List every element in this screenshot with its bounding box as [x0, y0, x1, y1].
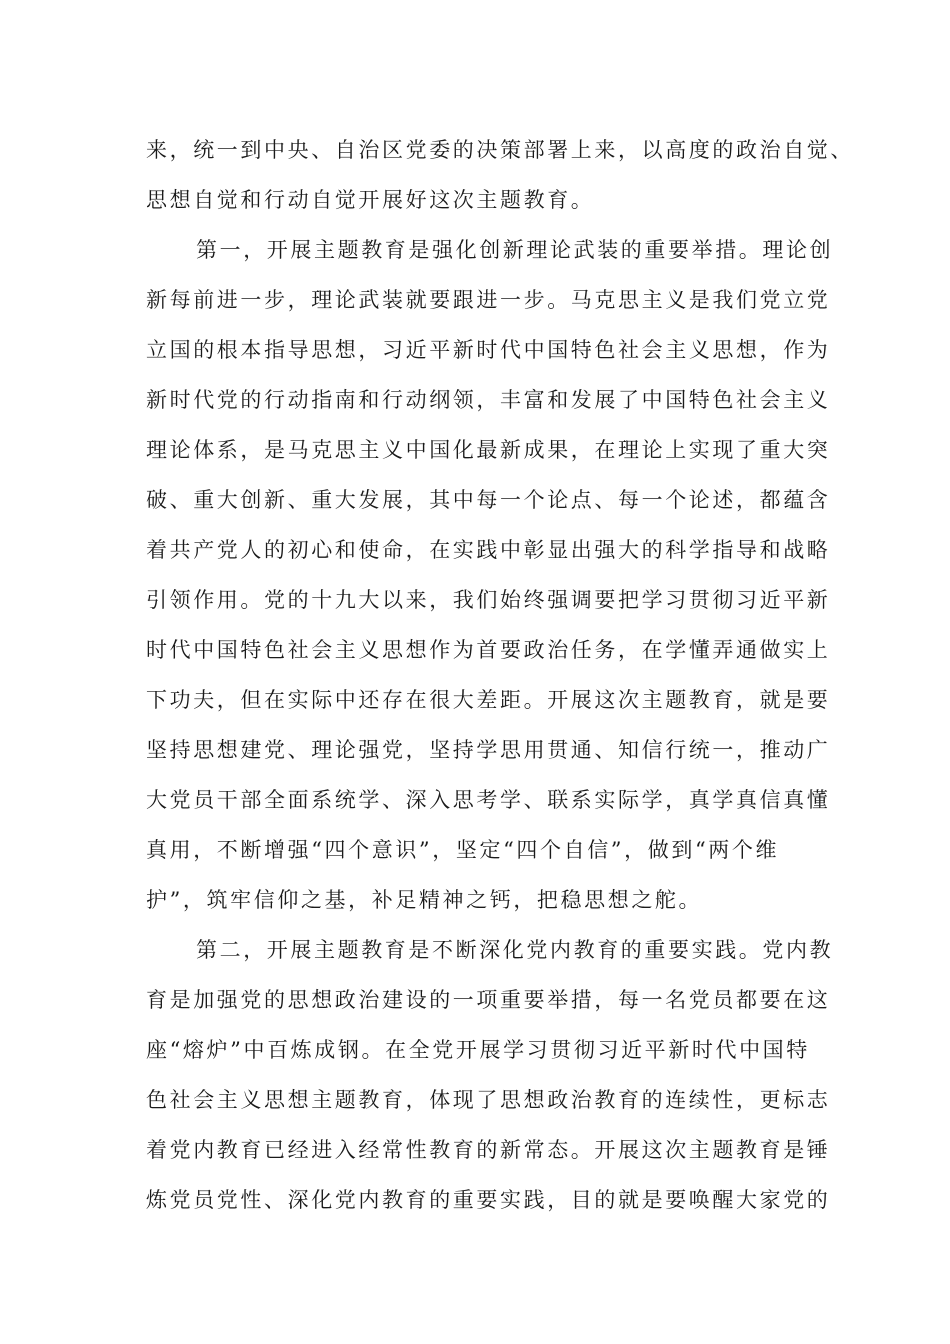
text-line: 理论体系，是马克思主义中国化最新成果，在理论上实现了重大突 [146, 438, 831, 462]
text-line: 真用，不断增强“四个意识”，坚定“四个自信”，做到“两个维 [146, 838, 780, 862]
text-line: 下功夫，但在实际中还存在很大差距。开展这次主题教育，就是要 [146, 688, 831, 712]
text-line: 护”，筑牢信仰之基，补足精神之钙，把稳思想之舵。 [146, 888, 703, 912]
text-line-paragraph-start: 第一，开展主题教育是强化创新理论武装的重要举措。理论创 [196, 238, 834, 262]
text-line: 新时代党的行动指南和行动纲领，丰富和发展了中国特色社会主义 [146, 388, 831, 412]
text-line: 立国的根本指导思想，习近平新时代中国特色社会主义思想，作为 [146, 338, 831, 362]
text-line: 色社会主义思想主题教育，体现了思想政治教育的连续性，更标志 [146, 1088, 831, 1112]
body-text [146, 125, 854, 1225]
text-line: 炼党员党性、深化党内教育的重要实践，目的就是要唤醒大家党的 [146, 1188, 831, 1212]
text-line: 时代中国特色社会主义思想作为首要政治任务，在学懂弄通做实上 [146, 638, 831, 662]
text-line: 坚持思想建党、理论强党，坚持学思用贯通、知信行统一，推动广 [146, 738, 831, 762]
text-line: 引领作用。党的十九大以来，我们始终强调要把学习贯彻习近平新 [146, 588, 831, 612]
text-line: 座“熔炉”中百炼成钢。在全党开展学习贯彻习近平新时代中国特 [146, 1038, 810, 1062]
text-line: 育是加强党的思想政治建设的一项重要举措，每一名党员都要在这 [146, 988, 831, 1012]
text-line: 大党员干部全面系统学、深入思考学、联系实际学，真学真信真懂 [146, 788, 831, 812]
text-line: 思想自觉和行动自觉开展好这次主题教育。 [146, 188, 595, 212]
text-line: 着党内教育已经进入经常性教育的新常态。开展这次主题教育是锤 [146, 1138, 831, 1162]
text-line: 着共产党人的初心和使命，在实践中彰显出强大的科学指导和战略 [146, 538, 831, 562]
text-line-paragraph-start: 第二，开展主题教育是不断深化党内教育的重要实践。党内教 [196, 938, 834, 962]
text-line: 来，统一到中央、自治区党委的决策部署上来，以高度的政治自觉、 [146, 138, 854, 162]
text-line: 破、重大创新、重大发展，其中每一个论点、每一个论述，都蕴含 [146, 488, 831, 512]
text-line: 新每前进一步，理论武装就要跟进一步。马克思主义是我们党立党 [146, 288, 831, 312]
